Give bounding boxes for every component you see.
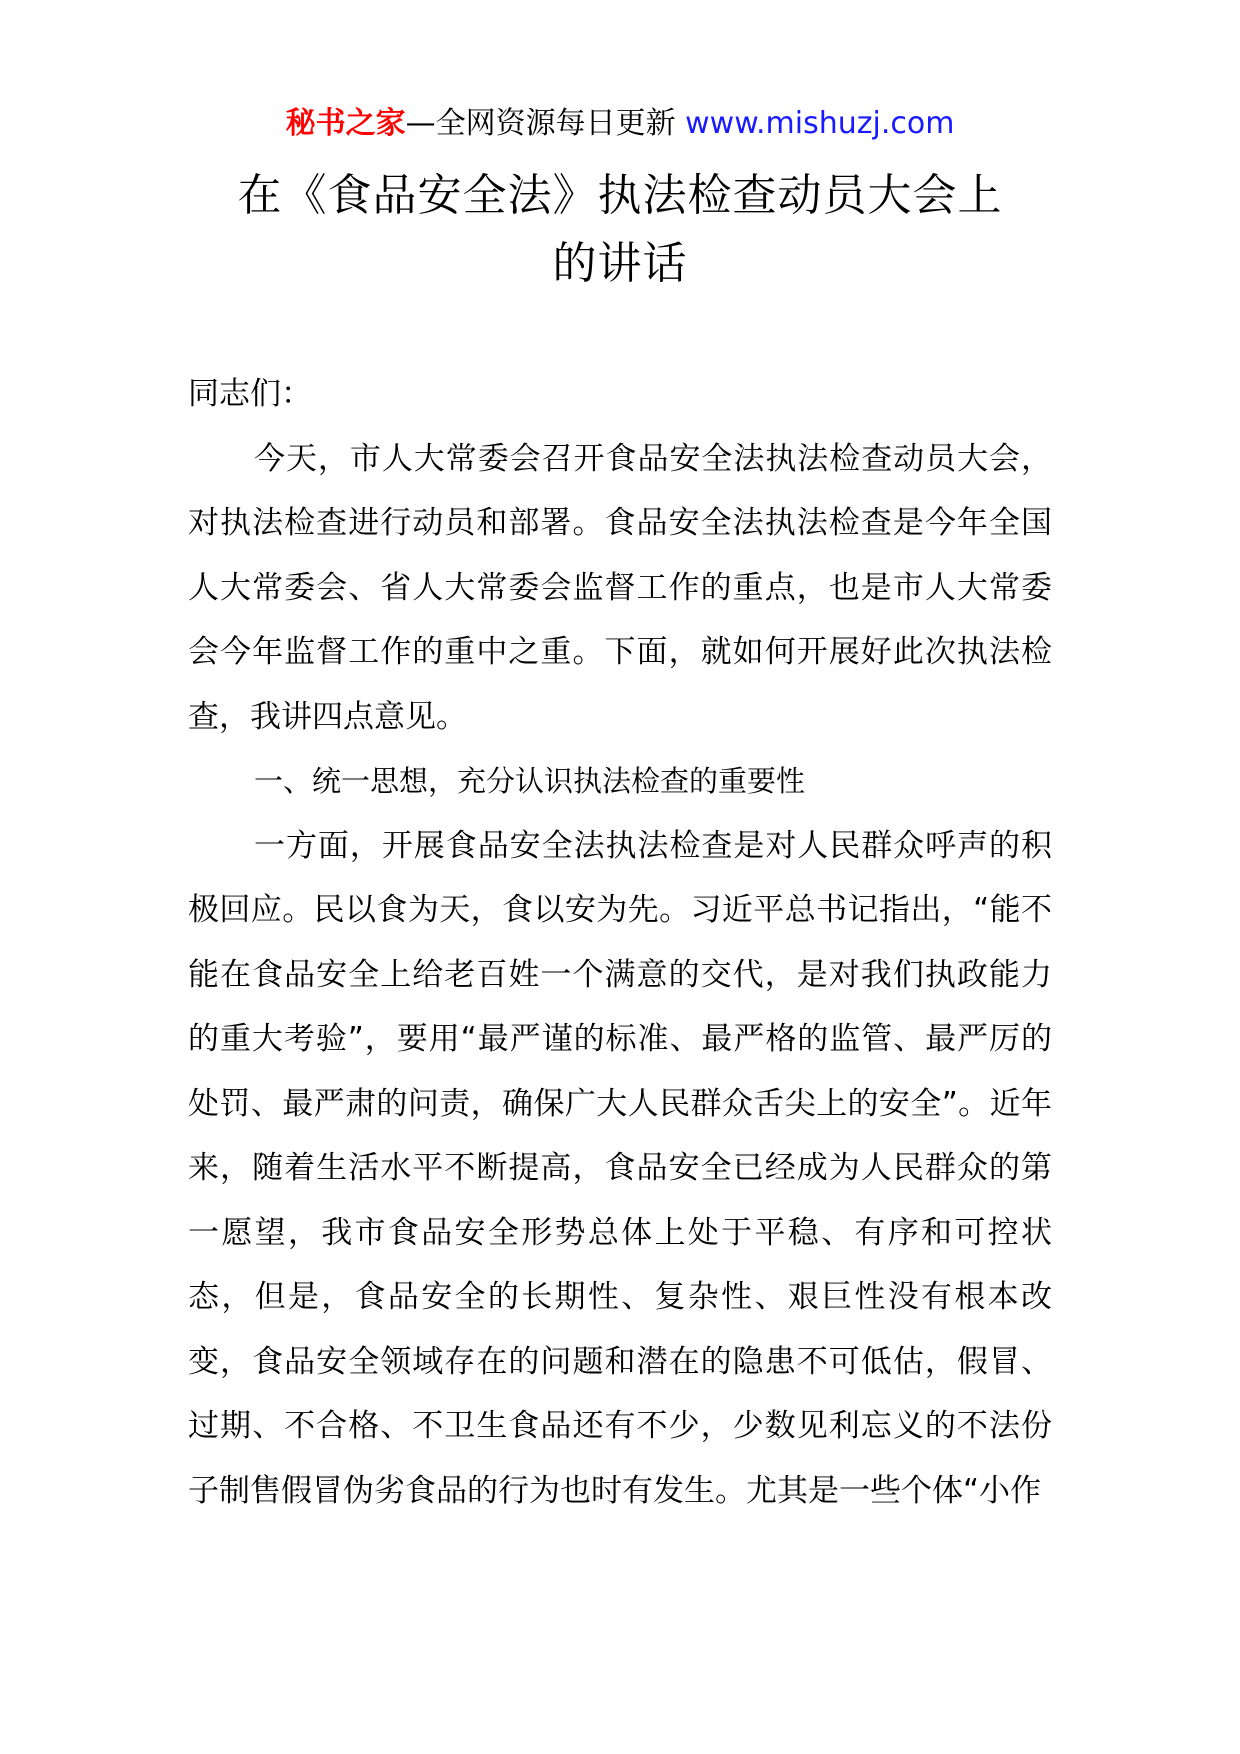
header-slogan: —全网资源每日更新 (405, 106, 676, 141)
site-header (0, 102, 1240, 146)
document-title (0, 162, 1240, 298)
brand-name: 秘书之家 (285, 106, 406, 141)
title-line-1: 在《食品安全法》执法检查动员大会上 (237, 170, 1003, 221)
body-paragraph: 一方面，开展食品安全法执法检查是对人民群众呼声的积极回应。民以食为天，食以安为先。习近平总书记指出，“能不能在食品安全上给老百姓一个满意的交代，是对我们执政能力的重大考验”，要用“最严谨的标准、最严格的监管、最严厉的处罚、最严肃的问责，确保广大人民群众舌尖上的安全”。近年来，随着生活水平不断提高，食品安全已经成为人民群众的第一愿望，我市食品安全形势总体上处于平稳、有序和可控状态，但是，食品安全的长期性、复杂性、艰巨性没有根本改变，食品安全领域存在的问题和潜在的隐患不可低估，假冒、过期、不合格、不卫生食品还有不少，少数见利忘义的不法份子制售假冒伪劣食品的行为也时有发生。尤其是一些个体“小作 (188, 827, 1052, 1509)
body-paragraph: 今天，市人大常委会召开食品安全法执法检查动员大会，对执法检查进行动员和部署。食品安全法执法检查是今年全国人大常委会、省人大常委会监督工作的重点，也是市人大常委会今年监督工作的重中之重。下面，就如何开展好此次执法检查，我讲四点意见。 (188, 440, 1052, 735)
salutation: 同志们： (188, 376, 312, 412)
section-heading: 一、统一思想，充分认识执法检查的重要性 (254, 764, 806, 798)
site-url-link[interactable]: www.mishuzj.com (685, 106, 955, 141)
document-body (188, 362, 1052, 1523)
title-line-2: 的讲话 (552, 238, 688, 289)
